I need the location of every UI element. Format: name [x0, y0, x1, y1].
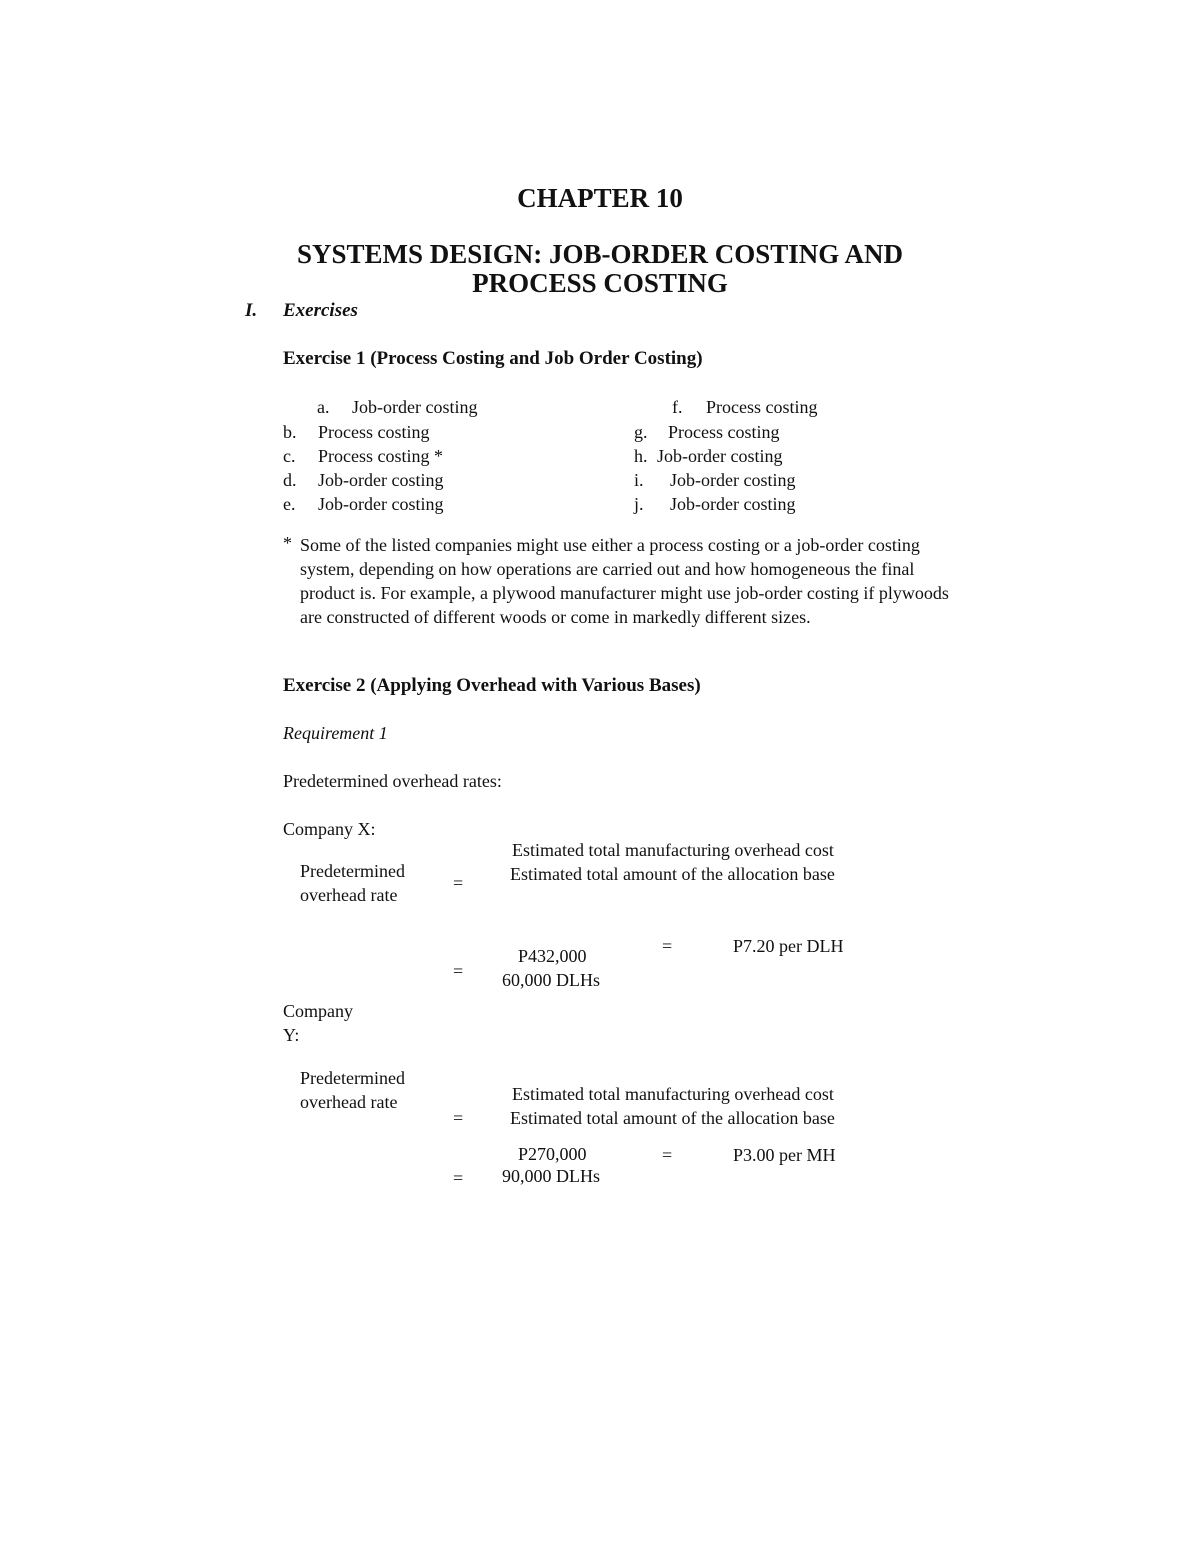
company-x-equals-2: =	[453, 961, 464, 981]
answer-item-e	[283, 492, 443, 516]
document-title-line-1: SYSTEMS DESIGN: JOB-ORDER COSTING AND	[296, 239, 904, 269]
footnote-text: Some of the listed companies might use either a process costing or a job-order costing system, depending on how operations are carried out and how homogeneous the final product is. For example, a plywood manufacturer might use job-order costing if plywoods are constructed of different woods or come in markedly different sizes.	[300, 535, 949, 627]
answer-item-d	[283, 468, 443, 492]
document-title	[0, 240, 1200, 298]
answer-item-g	[634, 420, 780, 444]
answer-letter: h.	[634, 446, 648, 466]
company-x-lhs-line-2: overhead rate	[300, 885, 398, 905]
answer-letter: c.	[283, 446, 296, 466]
company-y-numerator-text: Estimated total manufacturing overhead cost	[512, 1084, 834, 1104]
company-x-equals-1: =	[453, 873, 464, 893]
footnote-asterisk: *	[283, 533, 292, 553]
answer-letter: d.	[283, 470, 297, 490]
answer-item-j	[634, 492, 795, 516]
answer-item-f	[672, 395, 818, 419]
intro-text: Predetermined overhead rates:	[283, 771, 502, 791]
answer-item-a	[317, 395, 477, 419]
company-y-label-line-2: Y:	[283, 1025, 300, 1045]
answer-letter: a.	[317, 397, 330, 417]
answer-letter: j.	[634, 494, 644, 514]
company-y-denominator-value: 90,000 DLHs	[502, 1166, 600, 1186]
company-y-equals-2: =	[453, 1168, 464, 1188]
answer-text: Job-order costing	[670, 470, 796, 490]
company-y-lhs-line-1: Predetermined	[300, 1068, 405, 1088]
answer-text: Process costing *	[318, 446, 443, 466]
company-x-equals-3: =	[662, 936, 673, 956]
answer-item-c	[283, 444, 443, 468]
answer-text: Job-order costing	[657, 446, 783, 466]
exercise-2-heading: Exercise 2 (Applying Overhead with Various Bases)	[283, 675, 701, 696]
document-title-line-2: PROCESS COSTING	[472, 268, 728, 298]
company-x-label: Company X:	[283, 819, 376, 839]
company-x-lhs-line-1: Predetermined	[300, 861, 405, 881]
answer-text: Process costing	[668, 422, 780, 442]
company-y-numerator-value: P270,000	[518, 1144, 587, 1164]
answer-letter: g.	[634, 422, 648, 442]
company-y-equals-3: =	[662, 1145, 673, 1165]
company-x-numerator-text: Estimated total manufacturing overhead cost	[512, 840, 834, 860]
section-label: Exercises	[283, 300, 358, 321]
requirement-label: Requirement 1	[283, 723, 388, 743]
answer-letter: i.	[634, 470, 644, 490]
company-y-denominator-text: Estimated total amount of the allocation base	[510, 1108, 835, 1128]
answer-item-h	[634, 444, 782, 468]
exercise-1-heading: Exercise 1 (Process Costing and Job Order Costing)	[283, 348, 703, 369]
answer-letter: e.	[283, 494, 296, 514]
answer-text: Job-order costing	[352, 397, 478, 417]
company-y-lhs-line-2: overhead rate	[300, 1092, 398, 1112]
answer-letter: b.	[283, 422, 297, 442]
answer-text: Job-order costing	[318, 494, 444, 514]
company-y-equals-1: =	[453, 1108, 464, 1128]
company-x-result: P7.20 per DLH	[733, 936, 844, 956]
answer-item-b	[283, 420, 430, 444]
answer-text: Process costing	[318, 422, 430, 442]
company-x-numerator-value: P432,000	[518, 946, 587, 966]
answer-text: Process costing	[706, 397, 818, 417]
answer-item-i	[634, 468, 795, 492]
company-y-result: P3.00 per MH	[733, 1145, 836, 1165]
company-x-denominator-text: Estimated total amount of the allocation base	[510, 864, 835, 884]
answer-text: Job-order costing	[318, 470, 444, 490]
company-x-denominator-value: 60,000 DLHs	[502, 970, 600, 990]
section-number: I.	[245, 300, 258, 321]
company-y-label-line-1: Company	[283, 1001, 353, 1021]
chapter-title: CHAPTER 10	[517, 183, 683, 213]
answer-letter: f.	[672, 397, 683, 417]
answer-text: Job-order costing	[670, 494, 796, 514]
